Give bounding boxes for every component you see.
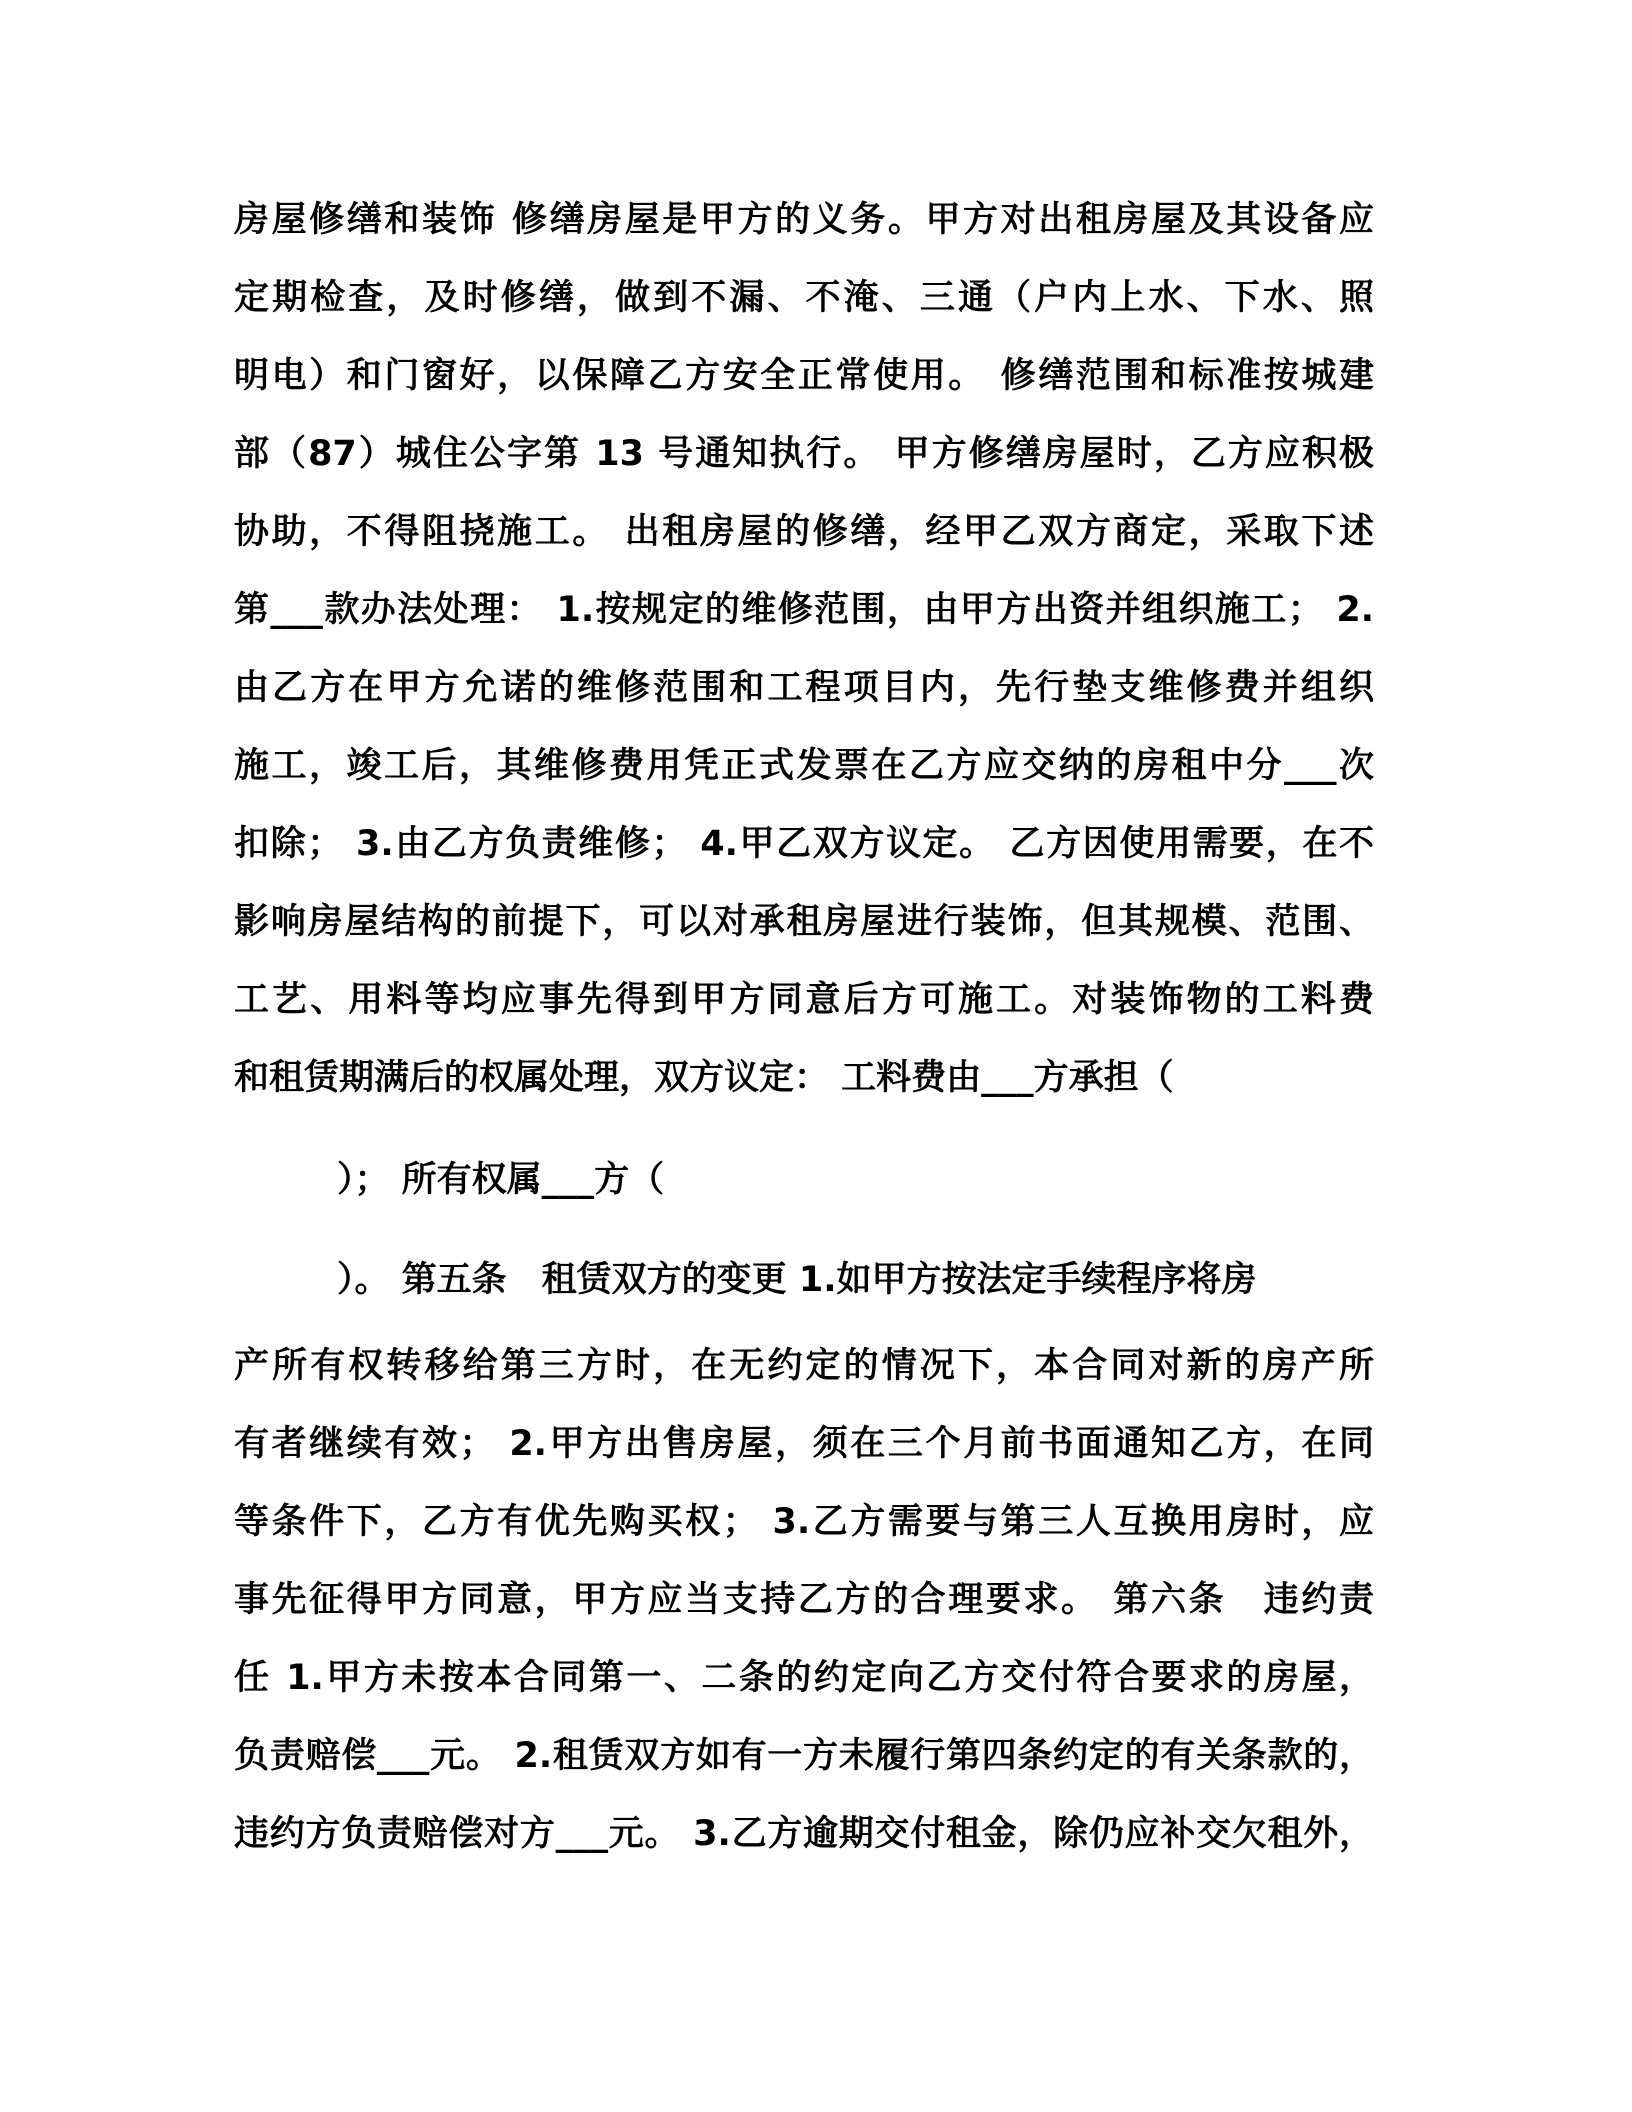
contract-text-line: 部（87）城住公字第 13 号通知执行。 甲方修缮房屋时，乙方应积极 <box>234 434 1374 474</box>
contract-text-line: 施工，竣工后，其维修费用凭正式发票在乙方应交纳的房租中分___次 <box>234 746 1374 786</box>
contract-text-line: 任 1.甲方未按本合同第一、二条的约定向乙方交付符合要求的房屋， <box>234 1658 1374 1698</box>
contract-text-line: 第___款办法处理： 1.按规定的维修范围，由甲方出资并组织施工； 2. <box>234 590 1374 630</box>
contract-text-line: 产所有权转移给第三方时，在无约定的情况下，本合同对新的房产所 <box>234 1346 1374 1386</box>
contract-text-line: 负责赔偿___元。 2.租赁双方如有一方未履行第四条约定的有关条款的， <box>234 1736 1374 1776</box>
contract-text-line: 事先征得甲方同意，甲方应当支持乙方的合理要求。 第六条 违约责 <box>234 1580 1374 1620</box>
contract-text-line: 有者继续有效； 2.甲方出售房屋，须在三个月前书面通知乙方，在同 <box>234 1424 1374 1464</box>
contract-text-line: 等条件下，乙方有优先购买权； 3.乙方需要与第三人互换用房时，应 <box>234 1502 1374 1542</box>
contract-text-line: 扣除； 3.由乙方负责维修； 4.甲乙双方议定。 乙方因使用需要，在不 <box>234 824 1374 864</box>
contract-text-line: ）； 所有权属___方（ <box>337 1160 665 1200</box>
contract-text-line: 由乙方在甲方允诺的维修范围和工程项目内，先行垫支维修费并组织 <box>234 668 1374 708</box>
contract-text-line: 影响房屋结构的前提下，可以对承租房屋进行装饰，但其规模、范围、 <box>234 902 1374 942</box>
contract-text-line: 协助，不得阻挠施工。 出租房屋的修缮，经甲乙双方商定，采取下述 <box>234 512 1374 552</box>
contract-text-line: 和租赁期满后的权属处理，双方议定： 工料费由___方承担（ <box>234 1058 1174 1098</box>
contract-text-line: 定期检查，及时修缮，做到不漏、不淹、三通（户内上水、下水、照 <box>234 278 1374 318</box>
contract-text-line: ）。 第五条 租赁双方的变更 1.如甲方按法定手续程序将房 <box>337 1260 1257 1300</box>
contract-text-line: 房屋修缮和装饰 修缮房屋是甲方的义务。甲方对出租房屋及其设备应 <box>234 200 1374 240</box>
contract-text-line: 违约方负责赔偿对方___元。 3.乙方逾期交付租金，除仍应补交欠租外， <box>234 1814 1374 1854</box>
contract-text-line: 工艺、用料等均应事先得到甲方同意后方可施工。对装饰物的工料费 <box>234 980 1374 1020</box>
contract-text-line: 明电）和门窗好，以保障乙方安全正常使用。 修缮范围和标准按城建 <box>234 356 1374 396</box>
contract-text-block <box>234 181 1374 1873</box>
